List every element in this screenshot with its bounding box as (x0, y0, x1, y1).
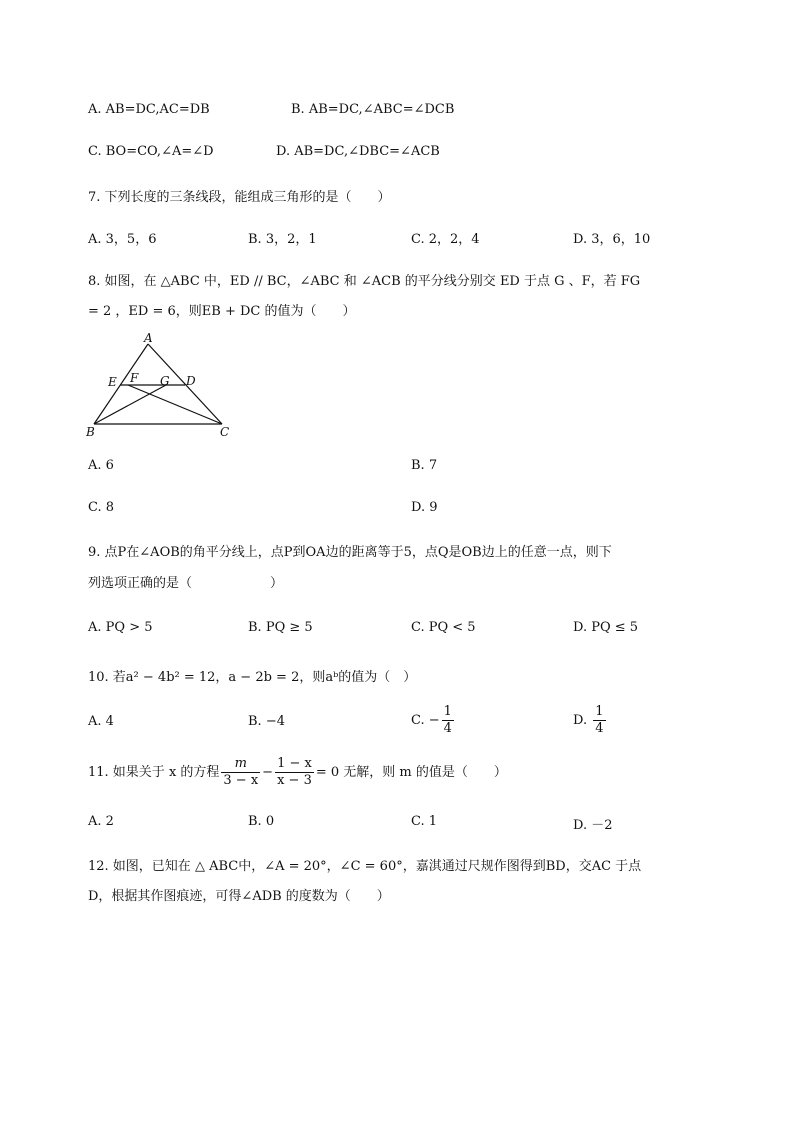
q11-stem: 11. 如果关于 x 的方程 $\frac{m}{3 - x}$ − $\frac{1 - x}{x - 3}$ = 0 无解，则 m 的值是（ ） (88, 756, 507, 788)
q11-fraction-2 (275, 756, 314, 789)
q11-option-c: C. 1 (411, 814, 438, 829)
q10-option-a: A. 4 (88, 714, 114, 729)
q12-stem-line1: 12. 如图，已知在 △ ABC中，∠A = 20°，∠C = 60°，嘉淇通过尺规作图得到BD，交AC 于点 (88, 859, 642, 874)
q8-option-a: A. 6 (88, 458, 114, 473)
q10-c-numerator: 1 (443, 704, 452, 719)
q8-stem-line2: = 2 ，ED = 6，则EB + DC 的值为（ ） (88, 304, 356, 319)
q9-option-c: C. PQ < 5 (411, 620, 476, 635)
q9-option-d: D. PQ ≤ 5 (573, 620, 639, 635)
label-a: A (144, 331, 153, 345)
q11-stem-prefix: 11. 如果关于 x 的方程 (88, 765, 220, 780)
q11-option-d: D. －2 (573, 818, 613, 833)
q11-stem-suffix: = 0 无解，则 m 的值是（ ） (315, 765, 507, 780)
q10-c-denominator: 4 (443, 721, 452, 736)
q6-option-b: B. AB=DC,∠ABC=∠DCB (291, 102, 455, 117)
q7-option-d: D. 3，6，10 (573, 232, 651, 247)
q7-option-c: C. 2，2，4 (411, 232, 480, 247)
q10-option-b: B. −4 (248, 714, 285, 729)
q10-option-d-prefix: D. (573, 713, 588, 728)
q10-stem: 10. 若a² − 4b² = 12，a − 2b = 2，则aᵇ的值为（ ） (88, 670, 417, 685)
q11-option-b: B. 0 (248, 814, 275, 829)
label-b: B (86, 425, 95, 439)
q8-option-d: D. 9 (411, 500, 438, 515)
q7-option-b: B. 3，2，1 (248, 232, 317, 247)
q8-option-b: B. 7 (411, 458, 438, 473)
q11-option-a: A. 2 (88, 814, 114, 829)
q10-option-d (573, 704, 608, 737)
q10-d-denominator: 4 (595, 721, 604, 736)
label-c: C (220, 425, 230, 439)
q10-d-numerator: 1 (595, 704, 604, 719)
label-d: D (186, 374, 196, 388)
q10-option-c-fraction (442, 704, 454, 737)
q9-option-b: B. PQ ≥ 5 (248, 620, 313, 635)
q7-stem: 7. 下列长度的三条线段，能组成三角形的是（ ） (88, 190, 391, 205)
q10-option-d-fraction (593, 704, 605, 737)
q9-stem-line2: 列选项正确的是（ ） (88, 576, 284, 591)
q12-stem-line2: D，根据其作图痕迹，可得∠ADB 的度数为（ ） (88, 889, 390, 904)
q11-frac2-denominator: x − 3 (277, 773, 312, 788)
q6-option-a: A. AB=DC,AC=DB (88, 102, 210, 117)
q8-option-c: C. 8 (88, 500, 115, 515)
q6-option-c: C. BO=CO,∠A=∠D (88, 144, 214, 159)
q6-option-d: D. AB=DC,∠DBC=∠ACB (276, 144, 440, 159)
q10-option-c-prefix: C. − (411, 713, 440, 728)
label-g: G (160, 374, 170, 388)
q11-fraction-1 (221, 756, 260, 789)
q7-option-a: A. 3，5，6 (88, 232, 157, 247)
q11-frac1-numerator: m (221, 756, 260, 773)
label-e: E (108, 375, 117, 389)
q11-frac1-denominator: 3 − x (223, 773, 259, 788)
label-f: F (130, 371, 139, 385)
q10-option-c (411, 704, 456, 737)
q8-stem-line1: 8. 如图，在 △ABC 中，ED // BC，∠ABC 和 ∠ACB 的平分线分别交 ED 于点 G 、F，若 FG (88, 274, 641, 289)
q8-triangle-figure (82, 330, 252, 442)
q11-frac2-numerator: 1 − x (277, 756, 312, 771)
q9-stem-line1: 9. 点P在∠AOB的角平分线上，点P到OA边的距离等于5，点Q是OB边上的任意一点，则下 (88, 545, 612, 560)
q9-option-a: A. PQ > 5 (88, 620, 153, 635)
